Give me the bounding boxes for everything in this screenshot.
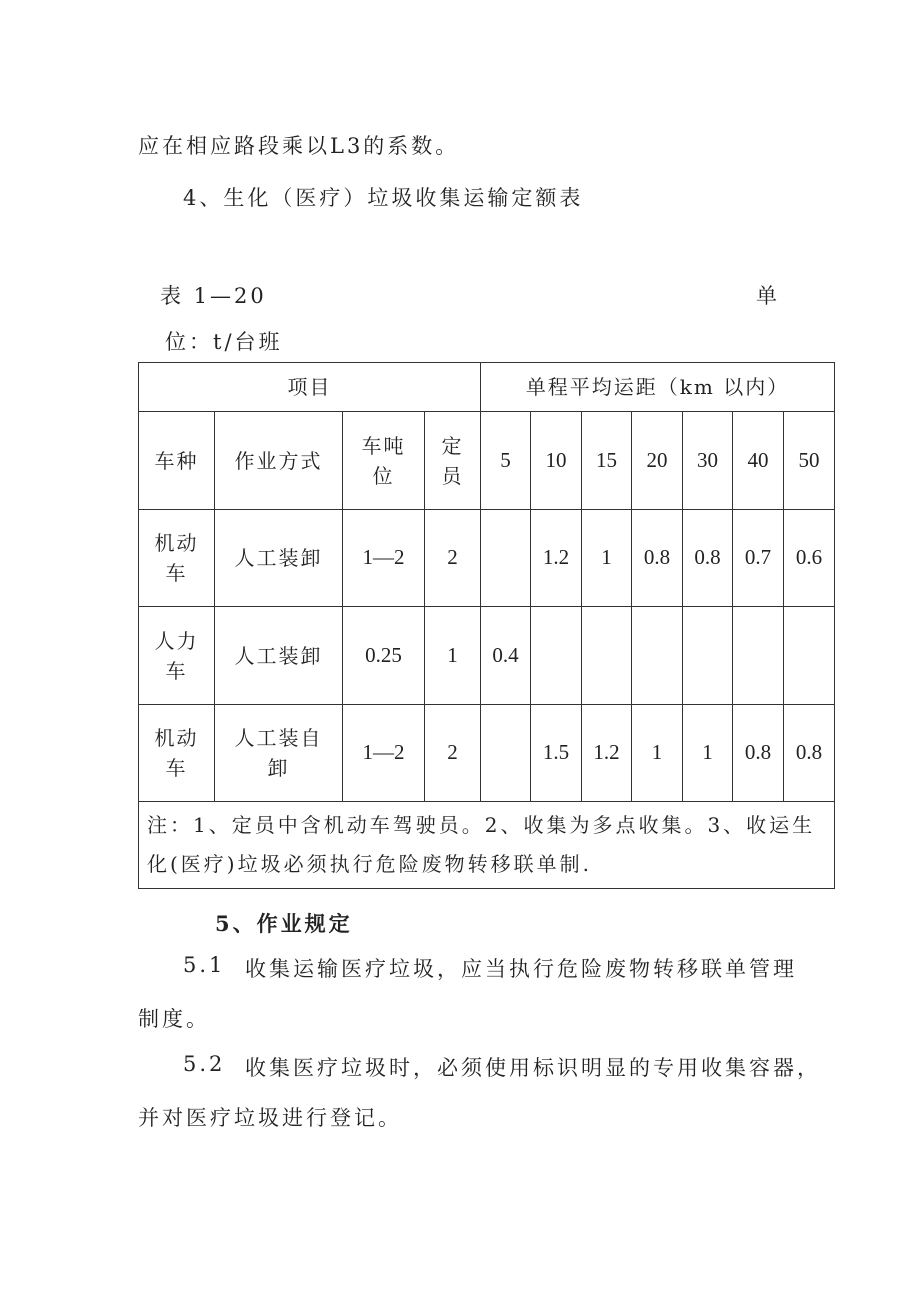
header-item: 项目 [139,363,481,412]
quota-table [138,362,835,889]
header-tonnage: 车吨位 [343,412,425,510]
header-distance-value: 40 [733,412,784,510]
cell-value: 0.4 [481,607,531,705]
cell-value: 1.2 [582,705,632,802]
unit-label-prefix: 单 [756,284,780,308]
cell-method: 人工装自卸 [215,705,343,802]
header-crew: 定员 [425,412,481,510]
table-subheader-row [139,412,835,510]
table-note-row [139,802,835,889]
header-distance-value: 15 [582,412,632,510]
cell-value: 1 [582,510,632,607]
table-row [139,510,835,607]
table-header-row [139,363,835,412]
cell-value [733,607,784,705]
table-note: 注：1、定员中含机动车驾驶员。2、收集为多点收集。3、收运生化(医疗)垃圾必须执行危险废物转移联单制. [139,802,835,889]
header-distance-value: 10 [531,412,582,510]
cell-method: 人工装卸 [215,510,343,607]
unit-label: 位：t/台班 [165,330,283,354]
header-distance-value: 5 [481,412,531,510]
cell-value: 1 [683,705,733,802]
cell-value: 0.7 [733,510,784,607]
cell-value [582,607,632,705]
cell-vehicle: 机动车 [139,510,215,607]
cell-value: 0.8 [683,510,733,607]
header-method: 作业方式 [215,412,343,510]
paragraph-line: 应在相应路段乘以L3的系数。 [138,134,460,158]
cell-tonnage: 1—2 [343,705,425,802]
cell-value [632,607,683,705]
cell-value [531,607,582,705]
header-distance-value: 30 [683,412,733,510]
cell-value: 1 [632,705,683,802]
cell-value: 0.6 [784,510,835,607]
cell-crew: 2 [425,705,481,802]
header-distance: 单程平均运距（km 以内） [481,363,835,412]
header-distance-value: 20 [632,412,683,510]
cell-tonnage: 0.25 [343,607,425,705]
clause-number: 5.2 [183,1052,226,1076]
table-row [139,607,835,705]
cell-value [784,607,835,705]
section-heading-4: 4、生化（医疗）垃圾收集运输定额表 [183,186,584,210]
cell-value [481,510,531,607]
header-distance-value: 50 [784,412,835,510]
cell-value: 1.2 [531,510,582,607]
clause-number: 5.1 [183,953,226,977]
cell-value [683,607,733,705]
cell-value: 1.5 [531,705,582,802]
cell-value: 0.8 [784,705,835,802]
cell-crew: 1 [425,607,481,705]
table-label: 表 1—20 [160,284,267,308]
clause-continuation: 并对医疗垃圾进行登记。 [138,1106,402,1130]
cell-value [481,705,531,802]
cell-tonnage: 1—2 [343,510,425,607]
cell-value: 0.8 [632,510,683,607]
header-vehicle: 车种 [139,412,215,510]
clause-text: 收集运输医疗垃圾，应当执行危险废物转移联单管理 [245,957,797,981]
table-row [139,705,835,802]
cell-method: 人工装卸 [215,607,343,705]
cell-value: 0.8 [733,705,784,802]
clause-text: 收集医疗垃圾时，必须使用标识明显的专用收集容器， [245,1056,821,1080]
clause-continuation: 制度。 [138,1007,210,1031]
cell-crew: 2 [425,510,481,607]
cell-vehicle: 机动车 [139,705,215,802]
cell-vehicle: 人力车 [139,607,215,705]
section-heading-5: 5、作业规定 [215,911,353,936]
